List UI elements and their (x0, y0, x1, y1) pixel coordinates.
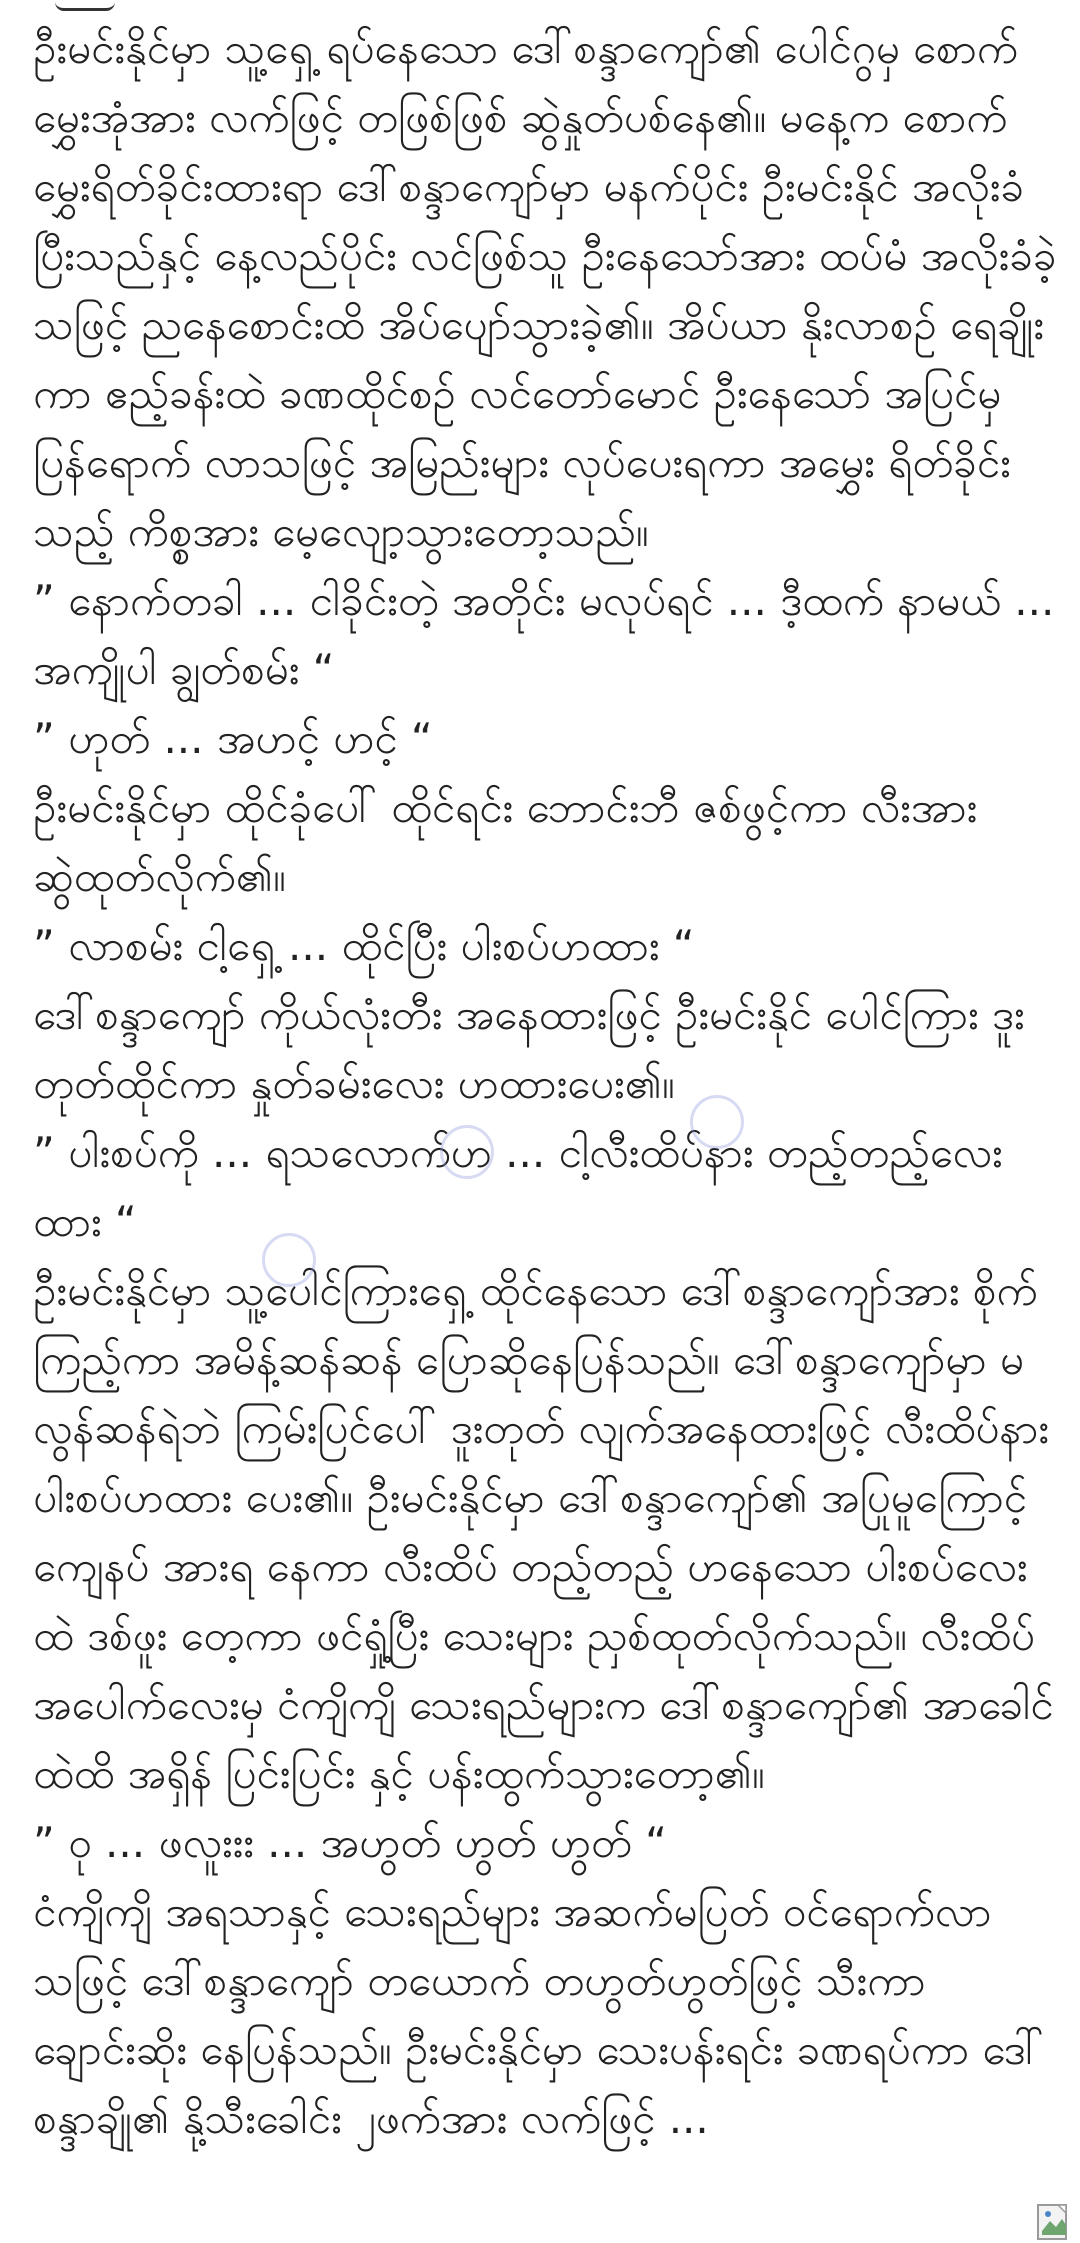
paragraph: ဒေါ်စန္ဒာကျော် ကိုယ်လုံးတီး အနေထားဖြင့် ဦးမင်းနိုင် ပေါင်ကြား ဒူးတုတ်ထိုင်ကာ နှုတ်ခမ်းလေး ဟထားပေး၏။ (33, 990, 1025, 1108)
broken-image-icon (1036, 2201, 1074, 2243)
paragraph: ဦးမင်းနိုင်မှာ ထိုင်ခုံပေါ် ထိုင်ရင်း ဘောင်းဘီ ဇစ်ဖွင့်ကာ လီးအား ဆွဲထုတ်လိုက်၏။ (33, 783, 978, 901)
paragraph: ငံကျိကျိ အရသာနှင့် သေးရည်များ အဆက်မပြတ် ဝင်ရောက်လာသဖြင့် ဒေါ်စန္ဒာကျော် တယောက် တဟွတ်ဟွတ်ဖြင့် သီးကာ ချောင်းဆိုး နေပြန်သည်။ ဦးမင်းနိုင်မှာ သေးပန်းရင်း ခဏရပ်ကာ ဒေါ်စန္ဒာချို၏ နို့သီးခေါင်း ၂ဖက်အား လက်ဖြင့် ... (33, 1887, 1045, 2143)
dialogue-line: ” ပါးစပ်ကို ... ရသလောက်ဟ ... ငါ့လီးထိပ်နား တည့်တည့်လေးထား “ (33, 1128, 1003, 1246)
paragraph: ဦးမင်းနိုင်မှာ သူ့ပေါင်ကြားရှေ့ ထိုင်နေသော ဒေါ်စန္ဒာကျော်အား စိုက်ကြည့်ကာ အမိန့်ဆန်ဆန် ပြောဆိုနေပြန်သည်။ ဒေါ်စန္ဒာကျော်မှာ မလွန်ဆန်ရဲဘဲ ကြမ်းပြင်ပေါ် ဒူးတုတ် လျက်အနေထားဖြင့် လီးထိပ်နား ပါးစပ်ဟထား ပေး၏။ ဦးမင်းနိုင်မှာ ဒေါ်စန္ဒာကျော်၏ အပြုမူကြောင့် ကျေနပ် အားရ နေကာ လီးထိပ် တည့်တည့် ဟနေသော ပါးစပ်လေးထဲ ဒစ်ဖူး တေ့ကာ ဖင်ရှုံ့ပြီး သေးများ ညှစ်ထုတ်လိုက်သည်။ လီးထိပ် အပေါက်လေးမှ ငံကျိကျိ သေးရည်များက ဒေါ်စန္ဒာကျော်၏ အာခေါင်ထဲထိ အရှိန် ပြင်းပြင်း နှင့် ပန်းထွက်သွားတော့၏။ (33, 1266, 1054, 1798)
dialogue-line: ” နောက်တခါ ... ငါခိုင်းတဲ့ အတိုင်း မလုပ်ရင် ... ဒီ့ထက် နာမယ် ... အကျိုပါ ချွတ်စမ်း “ (33, 576, 1055, 694)
dialogue-line: ” လာစမ်း ငါ့ရှေ့ ... ထိုင်ပြီး ပါးစပ်ဟထား “ (33, 921, 695, 970)
story-text (33, 14, 1058, 2153)
dialogue-line: ” ဝု ... ဖလူးးး ... အဟွတ် ဟွတ် ဟွတ် “ (33, 1818, 667, 1867)
cut-off-previous-line (55, 0, 1080, 12)
dialogue-line: ” ဟုတ် ... အဟင့် ဟင့် “ (33, 714, 433, 763)
paragraph: ဦးမင်းနိုင်မှာ သူ့ရှေ့ ရပ်နေသော ဒေါ်စန္ဒာကျော်၏ ပေါင်ဂွမှ စောက်မွှေးအုံအား လက်ဖြင့် တဖြစ်ဖြစ် ဆွဲနှုတ်ပစ်နေ၏။ မနေ့က စောက်မွှေးရိတ်ခိုင်းထားရာ ဒေါ်စန္ဒာကျော်မှာ မနက်ပိုင်း ဦးမင်းနိုင် အလိုးခံပြီးသည်နှင့် နေ့လည်ပိုင်း လင်ဖြစ်သူ ဦးနေသော်အား ထပ်မံ အလိုးခံခဲ့သဖြင့် ညနေစောင်းထိ အိပ်ပျော်သွားခဲ့၏။ အိပ်ယာ နိုးလာစဉ် ရေချိုးကာ ဧည့်ခန်းထဲ ခဏထိုင်စဉ် လင်တော်မောင် ဦးနေသော် အပြင်မှ ပြန်ရောက် လာသဖြင့် အမြည်းများ လုပ်ပေးရကာ အမွှေး ရိတ်ခိုင်းသည့် ကိစ္စအား မေ့လျော့သွားတော့သည်။ (33, 24, 1057, 556)
